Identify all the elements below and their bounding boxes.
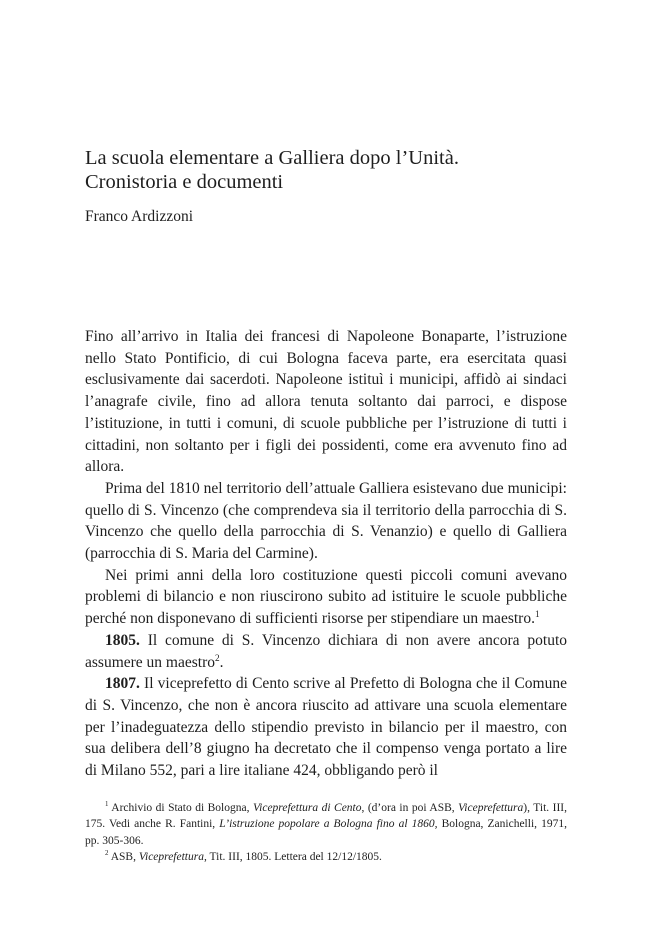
paragraph-2: Prima del 1810 nel territorio dell’attuale Galliera esistevano due municipi: quello di S. Vincenzo (che comprendeva sia il territorio della parrocchia di S. Vincenzo che quello della parrocchia di S. Venanzio) e quello di Galliera (parrocchia di S. Maria del Carmine). (85, 479, 567, 563)
paragraph-3-text: Nei primi anni della loro costituzione questi piccoli comuni avevano problemi di bilancio e non riuscirono subito ad istituire le scuole pubbliche perché non disponevano di sufficienti risorse per stipendiare un maestro. (85, 566, 567, 628)
footnote-1-marker: 1 (105, 801, 109, 809)
author-name: Franco Ardizzoni (85, 208, 194, 225)
footnote-1-text-c: , (d’ora in poi ASB, (361, 802, 459, 814)
footnote-ref-2[interactable]: 2 (215, 653, 220, 664)
footnote-2-text-b: Viceprefettura (138, 850, 204, 863)
footnote-2-text-a: ASB, (108, 850, 139, 863)
paragraph-4-text: Il comune di S. Vincenzo dichiara di non avere ancora potuto assumere un maestro (85, 631, 567, 671)
paragraph-4-end: . (219, 653, 224, 671)
paragraph-4 (85, 630, 567, 673)
footnote-2-text-c: , Tit. III, 1805. Lettera del 12/12/1805. (203, 850, 382, 863)
footnotes (85, 800, 567, 865)
footnote-2 (85, 849, 567, 865)
footnote-1-text-e: ), Tit. III, 175. Vedi anche R. Fantini, (85, 802, 568, 831)
title-line-1: La scuola elementare a Galliera dopo l’Unità. (85, 147, 459, 169)
article-title (85, 146, 585, 194)
paragraph-5-text: Il viceprefetto di Cento scrive al Prefetto di Bologna che il Comune di S. Vincenzo, che non è ancora riuscito ad attivare una scuola elementare per l’inadeguatezza dello stipendio previsto in bilancio per il maestro, con sua delibera dell’8 giugno ha decretato che il compenso venga portato a lire di Milano 552, pari a lire italiane 424, obbligando però il (85, 675, 567, 780)
footnote-1 (85, 800, 567, 849)
footnote-ref-1[interactable]: 1 (534, 609, 540, 620)
footnote-1-text-f: L’istruzione popolare a Bologna fino al 1860, (219, 818, 438, 831)
paragraph-1: Fino all’arrivo in Italia dei francesi di Napoleone Bonaparte, l’istruzione nello Stato Pontificio, di cui Bologna faceva parte, era esercitata quasi esclusivamente dai sacerdoti. Napoleone istituì i municipi, affidò ai sindaci l’anagrafe civile, fino ad allora tenuta soltanto dai parroci, e dispose l’istituzione, in tutti i comuni, di scuole pubbliche per l’istruzione di tutti i cittadini, non soltanto per i figli dei possidenti, come era avvenuto fino ad allora. (85, 328, 567, 476)
footnote-1-text-b: Viceprefettura di Cento (252, 802, 362, 814)
year-1807: 1807. (105, 675, 140, 693)
body-text (85, 326, 567, 782)
paragraph-5 (85, 673, 567, 782)
footnote-1-text-g: Bologna, Zanichelli, 1971, pp. 305-306. (85, 818, 567, 847)
title-line-2: Cronistoria e documenti (85, 171, 284, 193)
footnote-1-text-a: Archivio di Stato di Bologna, (108, 802, 253, 814)
footnote-2-marker: 2 (105, 850, 109, 858)
paragraph-3 (85, 565, 567, 630)
year-1805: 1805. (105, 631, 140, 649)
footnote-1-text-d: Viceprefettura (458, 802, 524, 814)
